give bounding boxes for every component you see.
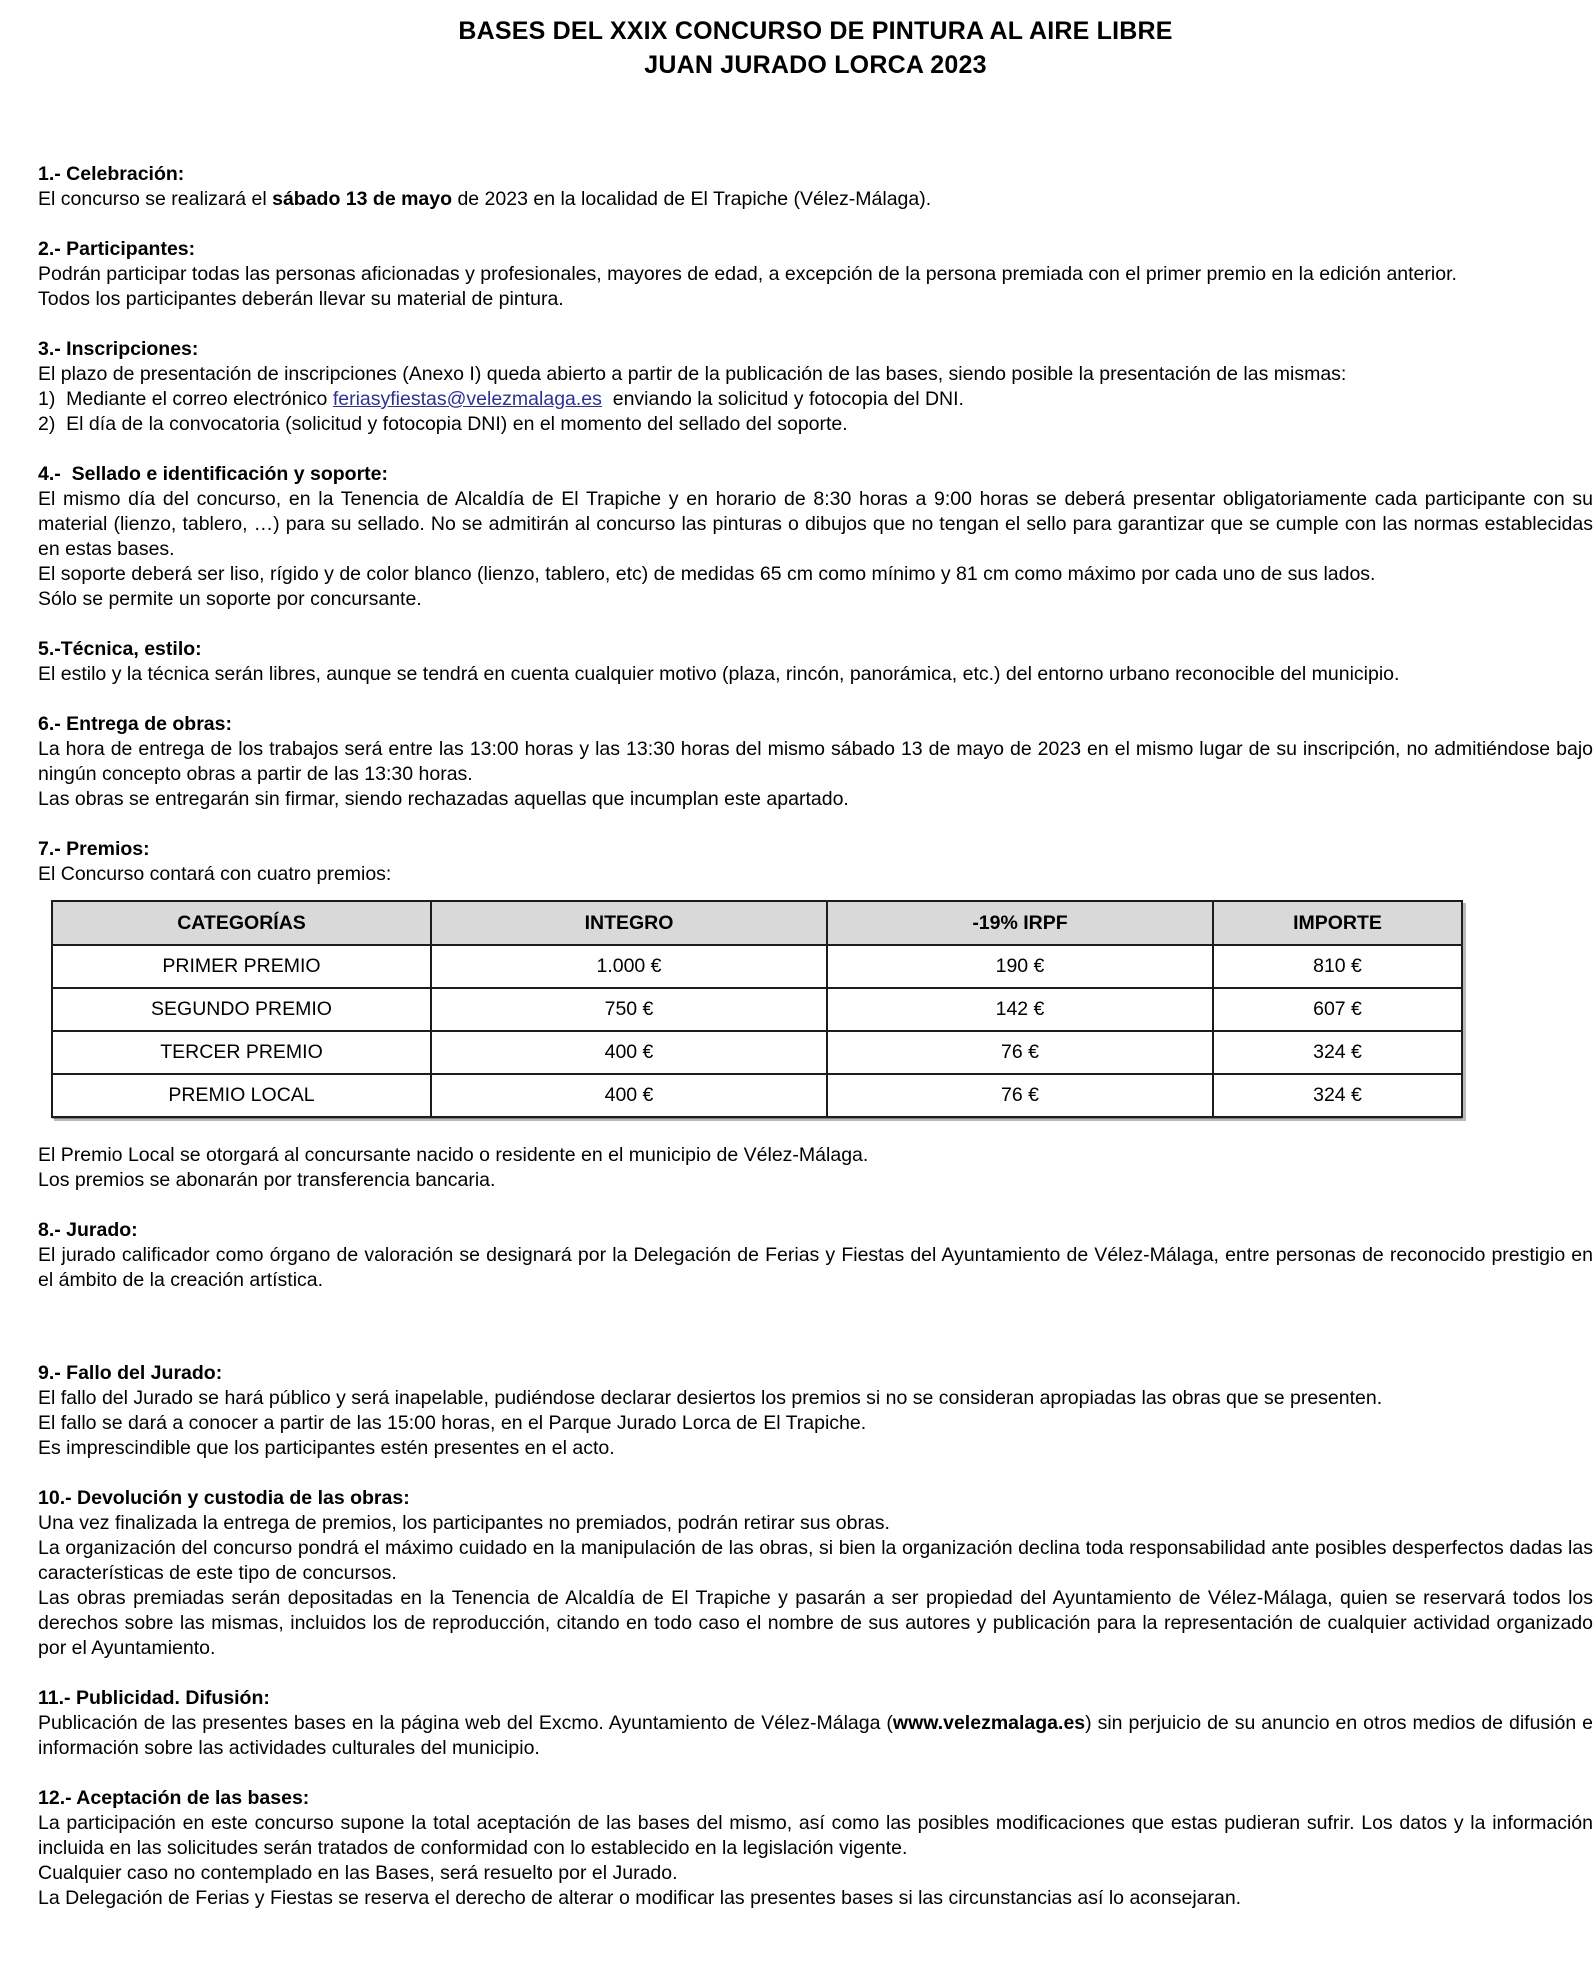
document-title <box>38 14 1593 82</box>
section-participantes-paragraph-2: Todos los participantes deberán llevar su material de pintura. <box>38 288 564 310</box>
table-cell: 76 € <box>827 1031 1213 1074</box>
section-publicidad-paragraph-1 <box>38 1711 1593 1761</box>
bold-date-text: sábado 13 de mayo <box>272 188 453 210</box>
section-jurado-heading: 8.- Jurado: <box>38 1219 138 1241</box>
section-inscripciones-paragraph-1: El plazo de presentación de inscripciones (Anexo I) queda abierto a partir de la publicación de las bases, siendo posible la presentación de las mismas: <box>38 363 1347 385</box>
section-sellado-paragraph-3: Sólo se permite un soporte por concursante. <box>38 588 422 610</box>
section-aceptacion <box>38 1786 1593 1911</box>
table-cell: 76 € <box>827 1074 1213 1117</box>
prize-note-2: Los premios se abonarán por transferencia bancaria. <box>38 1169 496 1191</box>
section-fallo <box>38 1361 1593 1461</box>
text-run: enviando la solicitud y fotocopia del DNI. <box>601 388 964 410</box>
section-celebracion-paragraph <box>38 187 1593 212</box>
website-bold-text: www.velezmalaga.es <box>892 1712 1086 1734</box>
section-entrega <box>38 712 1593 812</box>
section-participantes-paragraph-1: Podrán participar todas las personas aficionadas y profesionales, mayores de edad, a excepción de la persona premiada con el primer premio en la edición anterior. <box>38 263 1457 285</box>
section-aceptacion-heading: 12.- Aceptación de las bases: <box>38 1787 310 1809</box>
section-sellado-paragraph-1: El mismo día del concurso, en la Tenencia de Alcaldía de El Trapiche y en horario de 8:30 horas a 9:00 horas se deberá presentar obligatoriamente cada participante con su material (lienzo, tablero, …) para su sellado. No se admitirán al concurso las pinturas o dibujos que no tengan el sello para garantizar que se cumple con las normas establecidas en estas bases. <box>38 488 1593 560</box>
section-tecnica-paragraph-1: El estilo y la técnica serán libres, aunque se tendrá en cuenta cualquier motivo (plaza, rincón, panorámica, etc.) del entorno urbano reconocible del municipio. <box>38 663 1400 685</box>
prizes-table <box>51 900 1463 1118</box>
table-cell: TERCER PREMIO <box>52 1031 431 1074</box>
section-devolucion <box>38 1486 1593 1661</box>
table-row-premio-local <box>52 1074 1462 1117</box>
text-run: de 2023 en la localidad de El Trapiche (Vélez-Málaga). <box>452 188 932 210</box>
section-inscripciones-heading: 3.- Inscripciones: <box>38 338 199 360</box>
header-cell-categorias: CATEGORÍAS <box>52 901 431 945</box>
table-cell: 1.000 € <box>431 945 827 988</box>
table-cell: PRIMER PREMIO <box>52 945 431 988</box>
section-devolucion-heading: 10.- Devolución y custodia de las obras: <box>38 1487 410 1509</box>
section-inscripciones <box>38 337 1593 437</box>
text-run: Publicación de las presentes bases en la página web del Excmo. Ayuntamiento de Vélez-Málaga ( <box>38 1712 893 1734</box>
section-fallo-paragraph-3: Es imprescindible que los participantes estén presentes en el acto. <box>38 1437 615 1459</box>
header-cell-importe: IMPORTE <box>1213 901 1462 945</box>
section-entrega-heading: 6.- Entrega de obras: <box>38 713 232 735</box>
table-row-tercer-premio <box>52 1031 1462 1074</box>
section-aceptacion-paragraph-3: La Delegación de Ferias y Fiestas se reserva el derecho de alterar o modificar las presentes bases si las circunstancias así lo aconsejaran. <box>38 1887 1242 1909</box>
table-cell: 324 € <box>1213 1074 1462 1117</box>
table-cell: 190 € <box>827 945 1213 988</box>
text-run: ) sin perjuicio de su anuncio en otros medios de difusión e información sobre las actividades culturales del municipio. <box>38 1712 1593 1759</box>
section-aceptacion-paragraph-2: Cualquier caso no contemplado en las Bases, será resuelto por el Jurado. <box>38 1862 678 1884</box>
section-fallo-paragraph-2: El fallo se dará a conocer a partir de las 15:00 horas, en el Parque Jurado Lorca de El Trapiche. <box>38 1412 867 1434</box>
section-fallo-paragraph-1: El fallo del Jurado se hará público y será inapelable, pudiéndose declarar desiertos los premios si no se consideran apropiadas las obras que se presenten. <box>38 1387 1383 1409</box>
section-sellado-heading: 4.- Sellado e identificación y soporte: <box>38 463 388 485</box>
section-inscripciones-item-2: 2) El día de la convocatoria (solicitud y fotocopia DNI) en el momento del sellado del soporte. <box>38 413 848 435</box>
section-publicidad <box>38 1686 1593 1761</box>
section-entrega-paragraph-1: La hora de entrega de los trabajos será entre las 13:00 horas y las 13:30 horas del mismo sábado 13 de mayo de 2023 en el mismo lugar de su inscripción, no admitiéndose bajo ningún concepto obras a partir de las 13:30 horas. <box>38 738 1593 785</box>
title-line-2: JUAN JURADO LORCA 2023 <box>644 51 987 79</box>
table-cell: 750 € <box>431 988 827 1031</box>
section-participantes-heading: 2.- Participantes: <box>38 238 196 260</box>
section-tecnica-heading: 5.-Técnica, estilo: <box>38 638 202 660</box>
section-devolucion-paragraph-2: La organización del concurso pondrá el máximo cuidado en la manipulación de las obras, si bien la organización declina toda responsabilidad ante posibles desperfectos dadas las características de este tipo de concursos. <box>38 1537 1593 1584</box>
section-participantes <box>38 237 1593 312</box>
text-run: El concurso se realizará el <box>38 188 273 210</box>
prizes-table-header-row <box>52 901 1462 945</box>
title-line-1: BASES DEL XXIX CONCURSO DE PINTURA AL AIRE LIBRE <box>458 17 1173 45</box>
section-premios-heading: 7.- Premios: <box>38 838 150 860</box>
table-cell: 324 € <box>1213 1031 1462 1074</box>
section-premios <box>38 837 1593 1193</box>
table-cell: PREMIO LOCAL <box>52 1074 431 1117</box>
table-cell: 607 € <box>1213 988 1462 1031</box>
table-cell: 400 € <box>431 1074 827 1117</box>
text-run: 1) Mediante el correo electrónico <box>38 388 333 410</box>
table-cell: 142 € <box>827 988 1213 1031</box>
section-jurado-paragraph-1: El jurado calificador como órgano de valoración se designará por la Delegación de Ferias y Fiestas del Ayuntamiento de Vélez-Málaga, entre personas de reconocido prestigio en el ámbito de la creación artística. <box>38 1244 1593 1291</box>
section-jurado <box>38 1218 1593 1293</box>
section-fallo-heading: 9.- Fallo del Jurado: <box>38 1362 223 1384</box>
section-entrega-paragraph-2: Las obras se entregarán sin firmar, siendo rechazadas aquellas que incumplan este apartado. <box>38 788 849 810</box>
table-row-primer-premio <box>52 945 1462 988</box>
prize-notes <box>38 1143 1593 1193</box>
table-cell: 400 € <box>431 1031 827 1074</box>
table-cell: SEGUNDO PREMIO <box>52 988 431 1031</box>
table-row-segundo-premio <box>52 988 1462 1031</box>
section-celebracion-heading: 1.- Celebración: <box>38 163 185 185</box>
email-link[interactable]: feriasyfiestas@velezmalaga.es <box>332 388 602 410</box>
section-tecnica <box>38 637 1593 687</box>
prize-note-1: El Premio Local se otorgará al concursante nacido o residente en el municipio de Vélez-Málaga. <box>38 1144 869 1166</box>
header-cell-irpf: -19% IRPF <box>827 901 1213 945</box>
section-premios-paragraph-1: El Concurso contará con cuatro premios: <box>38 863 392 885</box>
header-cell-integro: INTEGRO <box>431 901 827 945</box>
table-cell: 810 € <box>1213 945 1462 988</box>
section-inscripciones-item-1 <box>38 387 1593 412</box>
section-aceptacion-paragraph-1: La participación en este concurso supone la total aceptación de las bases del mismo, así como las posibles modificaciones que estas pudieran sufrir. Los datos y la información incluida en las solicitudes serán tratados de conformidad con lo establecido en la legislación vigente. <box>38 1812 1593 1859</box>
section-sellado-paragraph-2: El soporte deberá ser liso, rígido y de color blanco (lienzo, tablero, etc) de medidas 65 cm como mínimo y 81 cm como máximo por cada uno de sus lados. <box>38 563 1376 585</box>
section-sellado <box>38 462 1593 612</box>
section-publicidad-heading: 11.- Publicidad. Difusión: <box>38 1687 270 1709</box>
section-celebracion <box>38 162 1593 212</box>
section-devolucion-paragraph-3: Las obras premiadas serán depositadas en la Tenencia de Alcaldía de El Trapiche y pasarán a ser propiedad del Ayuntamiento de Vélez-Málaga, quien se reservará todos los derechos sobre las mismas, incluidos los de reproducción, citando en todo caso el nombre de sus autores y publicación para la representación de cualquier actividad organizado por el Ayuntamiento. <box>38 1587 1593 1659</box>
section-devolucion-paragraph-1: Una vez finalizada la entrega de premios, los participantes no premiados, podrán retirar sus obras. <box>38 1512 890 1534</box>
